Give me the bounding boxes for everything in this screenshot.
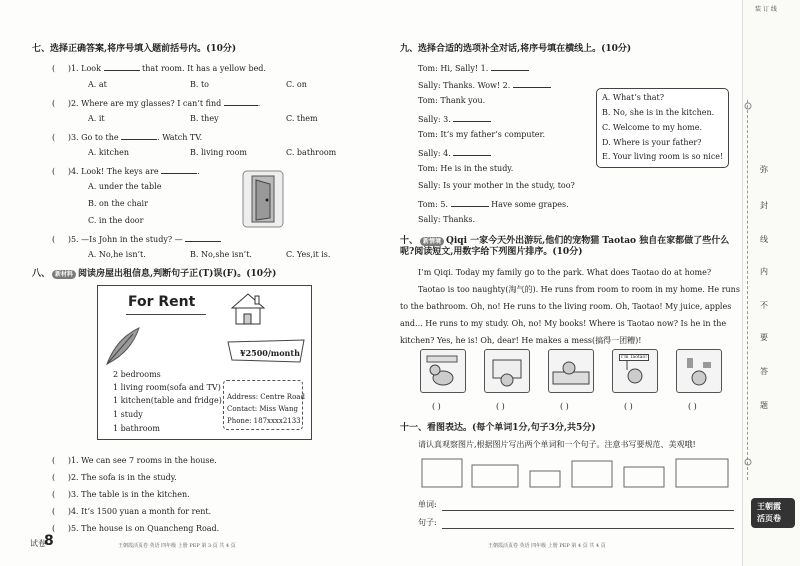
option-c: C. in the door: [88, 216, 144, 225]
cat-picture-kitchen: [420, 349, 466, 393]
binding-dashed-line: [747, 100, 749, 480]
statement-8-4: ( )4. It’s 1500 yuan a month for rent.: [52, 507, 212, 516]
option-b: B. they: [190, 114, 219, 123]
passage-line: and... He runs to my study. Oh, no! My books! Where is Taotao now? Is he in the: [400, 319, 727, 328]
footer-right-text: 王朝霞活页卷 英语 四年级 上册 PEP 第 4 页 共 4 页: [488, 543, 606, 549]
question-7-1: ( )1. Look that room. It has a yellow bed.: [52, 64, 266, 73]
sidebar-char: 线: [760, 235, 768, 244]
option-c: C. Yes,it is.: [286, 250, 331, 259]
section-9-title: 九、选择合适的选项补全对话,将序号填在横线上。(10分): [400, 44, 632, 54]
sentence-answer-line[interactable]: [442, 527, 734, 529]
dialogue-line: Tom: 5. Have some grapes.: [418, 200, 569, 209]
room-item: 1 kitchen(table and fridge): [113, 396, 222, 405]
answer-blank[interactable]: [104, 62, 140, 71]
answer-blank[interactable]: [453, 113, 491, 122]
new-material-badge: 新材料: [52, 270, 76, 279]
option-item: A. What’s that?: [602, 93, 665, 102]
question-7-5: ( )5. —Is John in the study? —: [52, 233, 221, 245]
option-item: C. Welcome to my home.: [602, 123, 702, 132]
answer-blank[interactable]: [453, 147, 491, 156]
dialogue-line: Sally: 4.: [418, 147, 491, 159]
rent-title: For Rent: [128, 294, 196, 310]
sidebar-char: 封: [760, 201, 768, 210]
passage-line: kitchen? Yes, he is! Oh, dear! He makes a mess(搞得一团糟)!: [400, 336, 642, 345]
question-7-3: ( )3. Go to the . Watch TV.: [52, 133, 203, 142]
option-item: D. Where is your father?: [602, 138, 702, 147]
option-c: C. on: [286, 80, 307, 89]
cat-picture-study: [676, 349, 722, 393]
passage-line: to the bathroom. Oh, no! He runs to the living room. Oh, Taotao! My juice, apples: [400, 302, 732, 311]
sidebar-char: 答: [760, 367, 768, 376]
statement-8-3: ( )3. The table is in the kitchen.: [52, 490, 190, 499]
option-a: A. at: [88, 80, 107, 89]
answer-blank[interactable]: [121, 131, 157, 140]
order-blank-2[interactable]: ( ): [496, 402, 505, 411]
option-b: B. living room: [190, 148, 248, 157]
dialogue-line: Tom: He is in the study.: [418, 164, 514, 173]
options-box: [596, 88, 729, 168]
question-7-4: ( )4. Look! The keys are .: [52, 167, 200, 176]
sidebar-char: 不: [760, 301, 768, 310]
option-a: A. kitchen: [88, 148, 130, 157]
binding-hole-icon: [744, 102, 752, 110]
contact-box: [223, 380, 303, 430]
option-a: A. No,he isn’t.: [88, 250, 146, 259]
option-a: A. under the table: [88, 182, 162, 191]
title-underline: [126, 314, 206, 315]
sentence-label: 句子:: [418, 518, 437, 527]
room-illustration: [420, 455, 732, 491]
option-b: B. to: [190, 80, 209, 89]
passage-line: Taotao is too naughty(淘气的). He runs from room to room in my home. He runs: [418, 285, 740, 294]
room-item: 2 bedrooms: [113, 370, 161, 379]
word-label: 单词:: [418, 500, 437, 509]
contact: Contact: Miss Wang: [227, 405, 298, 413]
section-7-title: 七、选择正确答案,将序号填入题前括号内。(10分): [32, 44, 237, 54]
question-7-2: ( )2. Where are my glasses? I can’t find .: [52, 99, 261, 108]
new-context-badge: 新情境: [420, 237, 444, 246]
sidebar-char: 要: [760, 333, 768, 342]
section-8-title: 八、 新材料 阅读房屋出租信息,判断句子正(T)误(F)。(10分): [32, 269, 277, 279]
order-blank-1[interactable]: ( ): [432, 402, 441, 411]
option-c: C. bathroom: [286, 148, 337, 157]
binding-sidebar: [742, 0, 800, 566]
room-item: 1 living room(sofa and TV): [113, 383, 221, 392]
option-c: C. them: [286, 114, 318, 123]
section-11-instruction: 请认真观察图片,根据图片写出两个单词和一个句子。注意书写要规范、美观哦!: [418, 440, 696, 449]
answer-blank[interactable]: [161, 165, 197, 174]
word-answer-line[interactable]: [442, 509, 734, 511]
answer-blank[interactable]: [513, 79, 551, 88]
rent-price: ¥2500/month: [240, 348, 300, 358]
feather-icon: [103, 324, 143, 366]
taotao-sign: I’m Taotao!: [621, 355, 647, 360]
phone: Phone: 187xxxx2133: [227, 417, 301, 425]
sidebar-char: 内: [760, 267, 768, 276]
answer-blank[interactable]: [224, 97, 258, 106]
option-item: E. Your living room is so nice!: [602, 152, 724, 161]
answer-blank[interactable]: [491, 62, 529, 71]
dialogue-line: Sally: Thanks. Wow! 2.: [418, 79, 551, 91]
option-b: B. on the chair: [88, 199, 148, 208]
answer-blank[interactable]: [185, 233, 221, 242]
dialogue-line: Sally: Is your mother in the study, too?: [418, 181, 575, 190]
dialogue-line: Tom: It’s my father’s computer.: [418, 130, 546, 139]
dialogue-line: Tom: Hi, Sally! 1.: [418, 62, 529, 74]
cat-picture-sign: [612, 349, 658, 393]
footer-left-label: 试卷: [30, 539, 46, 548]
door-illustration: [242, 170, 284, 228]
cat-picture-living-room: [548, 349, 594, 393]
order-blank-5[interactable]: ( ): [688, 402, 697, 411]
option-item: B. No, she is in the kitchen.: [602, 108, 715, 117]
section-11-title: 十一、看图表达。(每个单词1分,句子3分,共5分): [400, 423, 596, 433]
section-10-title: 十、 新情境 Qiqi 一家今天外出游玩,他们的宠物猫 Taotao 独自在家都做了些什么呢?阅读短文,用数字给下列图片排序。(10分): [400, 236, 730, 257]
dialogue-line: Sally: Thanks.: [418, 215, 476, 224]
sidebar-char: 弥: [760, 165, 768, 174]
address: Address: Centre Road: [227, 393, 305, 401]
room-item: 1 bathroom: [113, 424, 160, 433]
passage-line: I’m Qiqi. Today my family go to the park. What does Taotao do at home?: [418, 268, 712, 277]
room-item: 1 study: [113, 410, 143, 419]
sidebar-char: 题: [760, 401, 768, 410]
page-number-badge: 8: [44, 533, 54, 549]
dialogue-line: Sally: 3.: [418, 113, 491, 125]
cat-picture-bathroom: [484, 349, 530, 393]
order-blank-4[interactable]: ( ): [624, 402, 633, 411]
order-blank-3[interactable]: ( ): [560, 402, 569, 411]
option-a: A. it: [88, 114, 105, 123]
statement-8-5: ( )5. The house is on Quancheng Road.: [52, 524, 220, 533]
statement-8-2: ( )2. The sofa is in the study.: [52, 473, 177, 482]
footer-left-text: 王朝霞活页卷 英语 四年级 上册 PEP 第 3 页 共 4 页: [118, 543, 236, 549]
binding-hole-icon: [744, 458, 752, 466]
brand-logo: 王朝霞 活页卷: [751, 498, 795, 528]
statement-8-1: ( )1. We can see 7 rooms in the house.: [52, 456, 217, 465]
answer-blank[interactable]: [451, 198, 489, 207]
house-icon: [228, 290, 268, 328]
dialogue-line: Tom: Thank you.: [418, 96, 486, 105]
option-b: B. No,she isn’t.: [190, 250, 252, 259]
binding-line-label: 装 订 线: [755, 6, 777, 13]
